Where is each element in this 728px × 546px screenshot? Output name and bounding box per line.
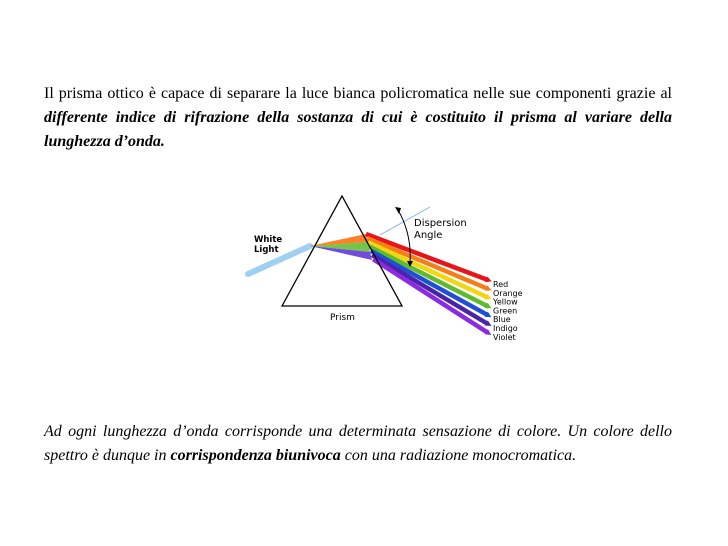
color-label-blue: Blue [493,315,511,325]
closing-text-2: con una radiazione monocromatica. [340,447,577,464]
intro-emphasis: differente indice di rifrazione della sostanza di cui è costituito il prisma al variare della lunghezza d’onda. [44,109,672,150]
color-label-orange: Orange [493,288,523,298]
intro-text: Il prisma ottico è capace di separare la luce bianca policromatica nelle sue componenti grazie al [44,85,672,102]
color-label-red: Red [493,280,509,289]
color-labels [492,280,523,342]
white-light-label-1: White [254,235,283,245]
prism-label: Prism [330,313,355,323]
color-label-indigo: Indigo [493,324,518,333]
intro-paragraph [44,82,672,154]
color-label-green: Green [493,306,518,316]
color-label-violet: Violet [493,332,516,342]
closing-emphasis: corrispondenza biunivoca [170,447,341,464]
color-label-yellow: Yellow [493,297,518,307]
dispersion-angle-label-1: Dispersion [414,218,467,229]
spectrum-rays [366,234,492,335]
closing-text-1: Ad ogni lunghezza d’onda corrisponde una determinata sensazione di colore. Un colore dello spettro è dunque in [44,423,672,464]
white-light-label-2: Light [254,245,279,255]
prism-diagram [240,190,540,350]
closing-paragraph [44,420,672,468]
dispersion-angle-label-2: Angle [414,230,443,241]
